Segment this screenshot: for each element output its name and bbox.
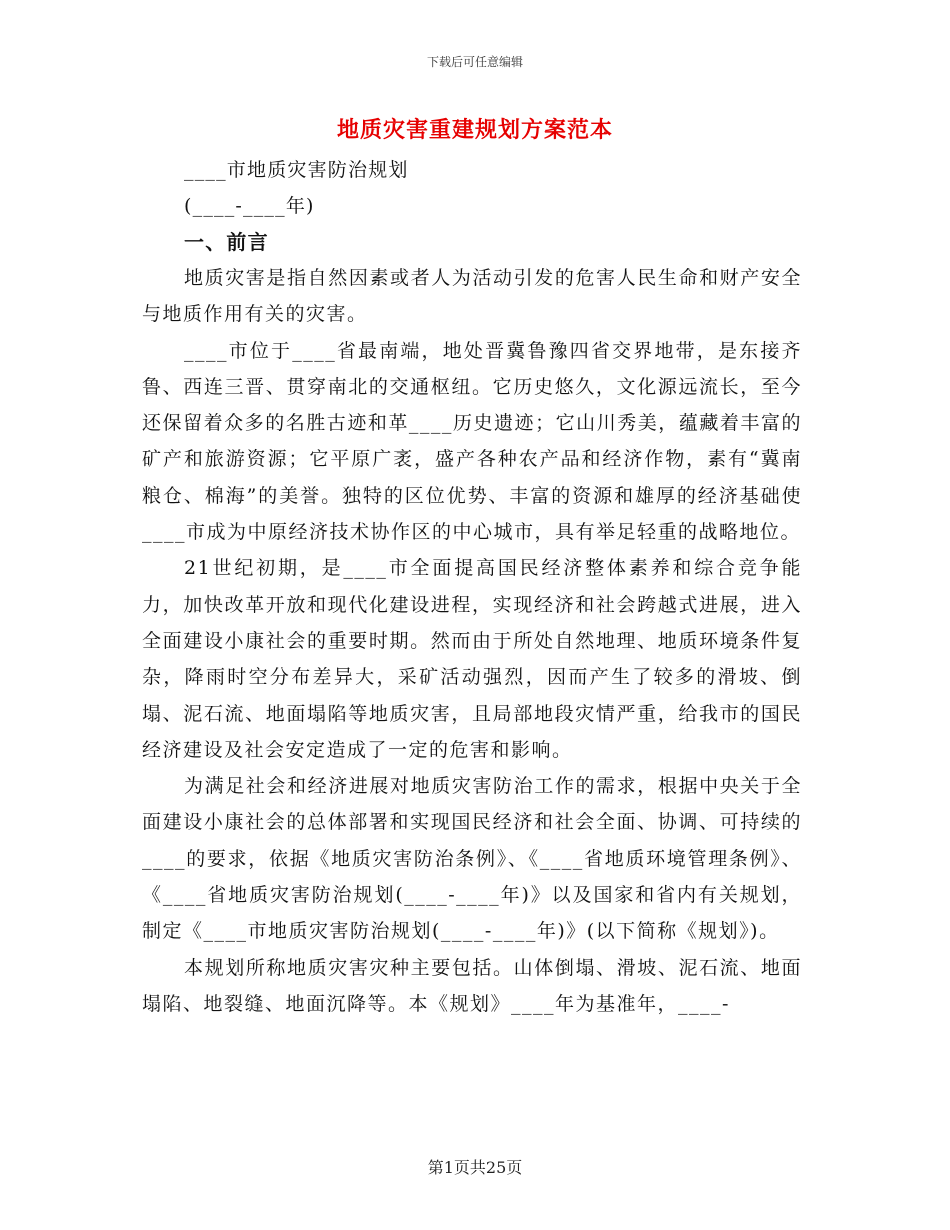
paragraph-1: 地质灾害是指自然因素或者人为活动引发的危害人民生命和财产安全与地质作用有关的灾害。 xyxy=(142,267,802,326)
paragraph-5: 本规划所称地质灾害灾种主要包括。山体倒塌、滑坡、泥石流、地面塌陷、地裂缝、地面沉降等。本《规划》____年为基准年，____- xyxy=(142,956,802,1015)
subtitle-line-2: (____-____年) xyxy=(184,195,315,217)
document-title: 地质灾害重建规划方案范本 xyxy=(336,117,613,143)
paragraph-2: ____市位于____省最南端，地处晋冀鲁豫四省交界地带，是东接齐鲁、西连三晋、贯穿南北的交通枢纽。它历史悠久，文化源远流长，至今还保留着众多的名胜古迹和革____历史遗迹；它山川秀美，蕴藏着丰富的矿产和旅游资源；它平原广袤，盛产各种农产品和经济作物，素有“冀南粮仓、棉海”的美誉。独特的区位优势、丰富的资源和雄厚的经济基础使____市成为中原经济技术协作区的中心城市，具有举足轻重的战略地位。 xyxy=(142,339,802,544)
paragraph-4: 为满足社会和经济进展对地质灾害防治工作的需求，根据中央关于全面建设小康社会的总体部署和实现国民经济和社会全面、协调、可持续的____的要求，依据《地质灾害防治条例》、《____省地质环境管理条例》、《____省地质灾害防治规划(____-____年)》以及国家和省内有关规划，制定《____市地质灾害防治规划(____-____年)》(以下简称《规划》)。 xyxy=(142,775,802,943)
paragraph-3: 21世纪初期，是____市全面提高国民经济整体素养和综合竞争能力，加快改革开放和现代化建设进程，实现经济和社会跨越式进展，进入全面建设小康社会的重要时期。然而由于所处自然地理、地质环境条件复杂，降雨时空分布差异大，采矿活动强烈，因而产生了较多的滑坡、倒塌、泥石流、地面塌陷等地质灾害，且局部地段灾情严重，给我市的国民经济建设及社会安定造成了一定的危害和影响。 xyxy=(142,557,802,761)
document-body xyxy=(142,152,802,1022)
header-note: 下载后可任意编辑 xyxy=(426,55,523,69)
section-heading: 一、前言 xyxy=(184,230,269,254)
subtitle-line-1: ____市地质灾害防治规划 xyxy=(184,159,409,181)
page-number-footer: 第1页共25页 xyxy=(427,1158,523,1177)
